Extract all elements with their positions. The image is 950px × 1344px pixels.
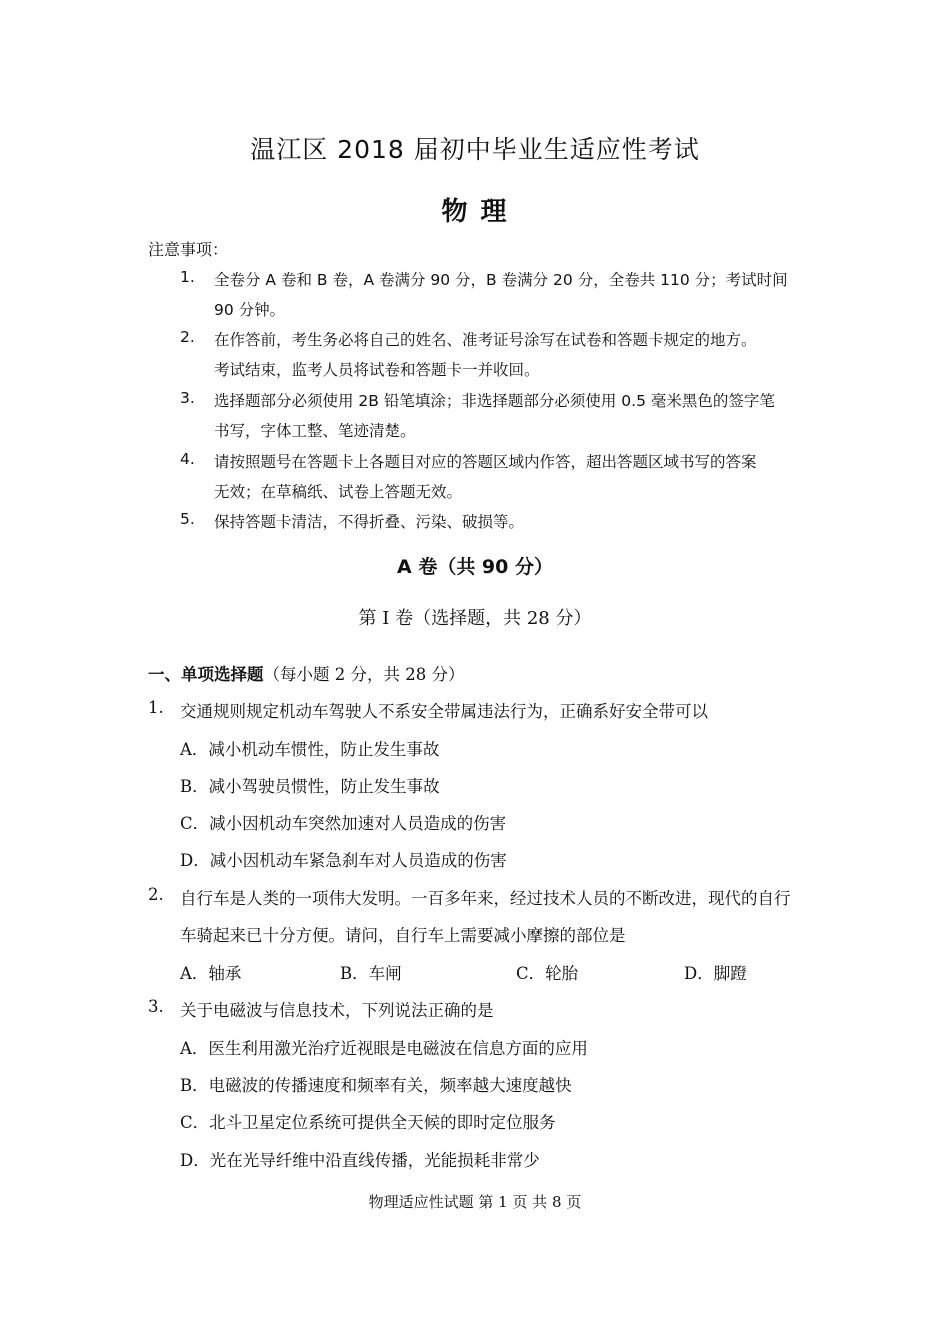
question-option: D．光在光导纤维中沿直线传播，光能损耗非常少 (180, 1151, 540, 1170)
question-number: 3. (148, 997, 164, 1016)
question-number: 2. (148, 885, 164, 904)
question-option: A．医生利用激光治疗近视眼是电磁波在信息方面的应用 (180, 1039, 588, 1058)
page-footer: 物理适应性试题 第 1 页 共 8 页 (368, 1193, 582, 1211)
notice-item-number: 3. (180, 389, 195, 407)
notice-item-number: 4. (180, 450, 195, 468)
question-option: B．电磁波的传播速度和频率有关，频率越大速度越快 (180, 1076, 572, 1095)
part1-label: 一、单项选择题 (148, 665, 264, 684)
notice-item-line: 请按照题号在答题卡上各题目对应的答题区域内作答，超出答题区域书写的答案 (214, 453, 757, 471)
exam-title: 温江区 2018 届初中毕业生适应性考试 (250, 135, 700, 164)
notice-item-line: 选择题部分必须使用 2B 铅笔填涂；非选择题部分必须使用 0.5 毫米黑色的签字笔 (214, 392, 775, 410)
section-a-subheading: 第 I 卷（选择题，共 28 分） (358, 608, 592, 629)
notice-item-line: 无效；在草稿纸、试卷上答题无效。 (214, 483, 463, 501)
notice-item-line: 在作答前，考生务必将自己的姓名、准考证号涂写在试卷和答题卡规定的地方。 (214, 331, 757, 349)
notice-heading: 注意事项： (148, 240, 229, 259)
notice-item-line: 考试结束，监考人员将试卷和答题卡一并收回。 (214, 361, 540, 379)
question-option: D．脚蹬 (684, 964, 747, 983)
question-option: B．减小驾驶员惯性，防止发生事故 (180, 777, 440, 796)
question-option: A．减小机动车惯性，防止发生事故 (180, 740, 440, 759)
question-stem: 交通规则规定机动车驾驶人不系安全带属违法行为，正确系好安全带可以 (180, 702, 708, 721)
question-number: 1. (148, 698, 164, 717)
notice-item-number: 2. (180, 328, 195, 346)
notice-item-number: 1. (180, 268, 195, 286)
part1-note: （每小题 2 分，共 28 分） (263, 665, 465, 684)
section-a-heading: A 卷（共 90 分） (397, 556, 553, 578)
notice-item-number: 5. (180, 510, 195, 528)
question-option: D．减小因机动车紧急刹车对人员造成的伤害 (180, 851, 507, 870)
question-option: C．减小因机动车突然加速对人员造成的伤害 (180, 814, 507, 833)
notice-item-line: 全卷分 A 卷和 B 卷，A 卷满分 90 分，B 卷满分 20 分，全卷共 110 分；考试时间 (214, 271, 788, 289)
notice-item-line: 保持答题卡清洁，不得折叠、污染、破损等。 (214, 513, 525, 531)
subject-title: 物 理 (441, 197, 509, 227)
part1-heading (148, 661, 464, 685)
notice-item-line: 90 分钟。 (214, 301, 286, 319)
question-stem: 关于电磁波与信息技术，下列说法正确的是 (180, 1001, 494, 1020)
question-stem: 车骑起来已十分方便。请问，自行车上需要减小摩擦的部位是 (180, 926, 626, 945)
question-stem: 自行车是人类的一项伟大发明。一百多年来，经过技术人员的不断改进，现代的自行 (180, 889, 791, 908)
question-option: A．轴承 (180, 964, 242, 983)
question-option: B．车闸 (340, 964, 402, 983)
question-option: C．轮胎 (516, 964, 579, 983)
notice-item-line: 书写，字体工整、笔迹清楚。 (214, 422, 416, 440)
question-option: C．北斗卫星定位系统可提供全天候的即时定位服务 (180, 1113, 556, 1132)
